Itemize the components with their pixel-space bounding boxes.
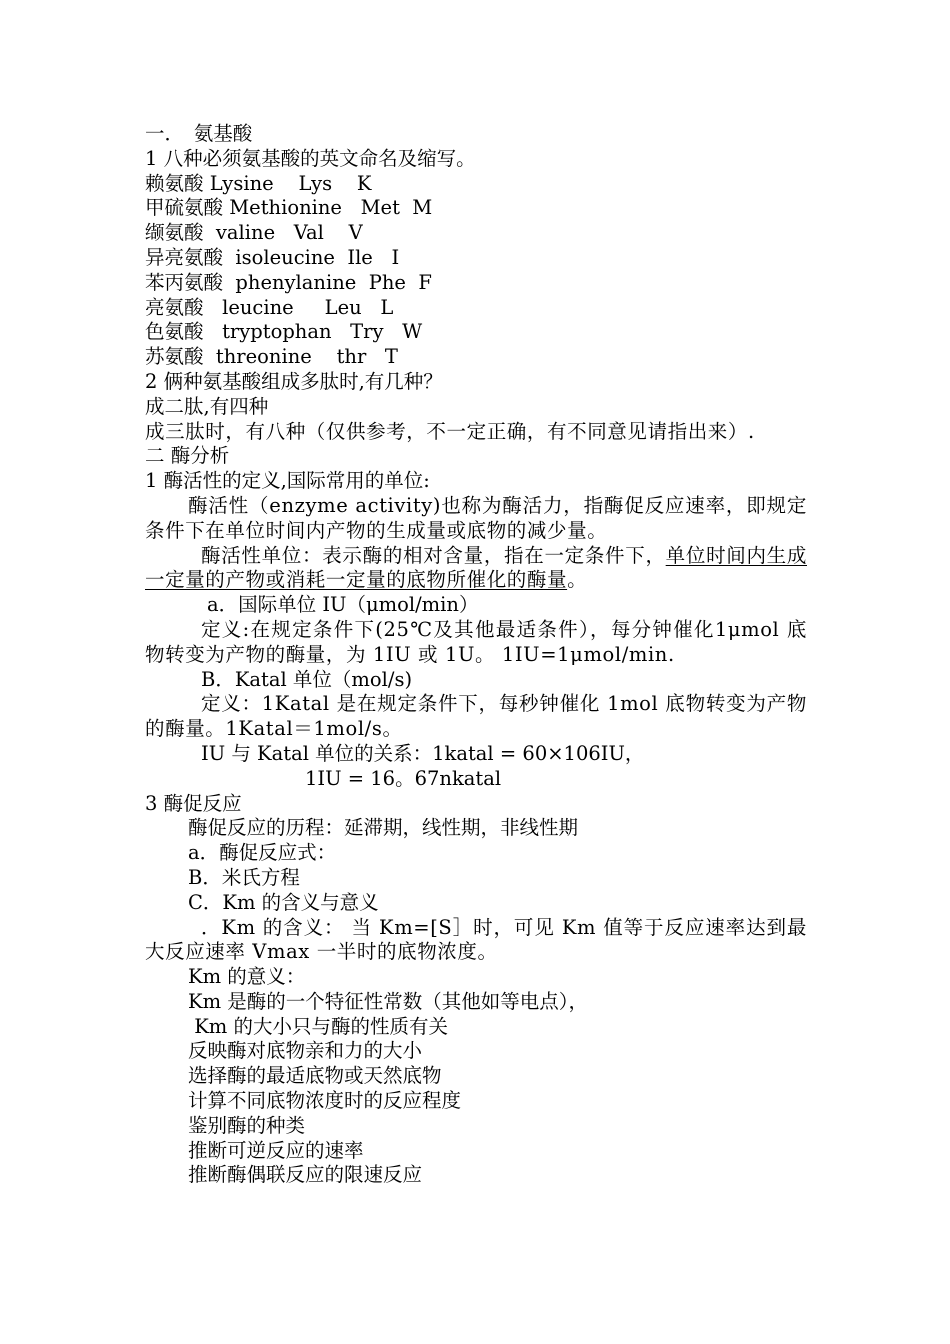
document-body [145, 122, 807, 1188]
km-significance-item: 计算不同底物浓度时的反应程度 [188, 1089, 462, 1113]
km-significance-item: 选择酶的最适底物或天然底物 [188, 1064, 442, 1088]
reaction-process: 酶促反应的历程：延滞期，线性期，非线性期 [188, 816, 579, 840]
section-1-heading: 一． 氨基酸 [145, 122, 253, 145]
amino-acid-line: 赖氨酸 Lysine Lys K [145, 171, 372, 195]
unit-relation-2: 1IU = 16。67nkatal [305, 766, 502, 790]
amino-acid-line: 色氨酸 tryptophan Try W [145, 320, 423, 344]
km-significance-title: Km 的意义： [188, 965, 306, 989]
section-3-heading: 3 酶促反应 [145, 791, 242, 815]
iu-unit-definition: 定义:在规定条件下(25℃及其他最适条件），每分钟催化1μmol 底物转变为产物的酶量，为 1IU 或 1U。 1IU=1μmol/min. [145, 617, 807, 666]
km-significance-item: 反映酶对底物亲和力的大小 [188, 1039, 423, 1063]
answer-tripeptide: 成三肽时，有八种（仅供参考，不一定正确，有不同意见请指出来）. [145, 419, 755, 443]
question-2: 2 俩种氨基酸组成多肽时,有几种？ [145, 369, 443, 393]
km-significance-item: Km 是酶的一个特征性常数（其他如等电点）， [188, 989, 589, 1013]
km-significance-item: 鉴别酶的种类 [188, 1113, 306, 1137]
km-significance-item: Km 的大小只与酶的性质有关 [188, 1014, 448, 1038]
enzyme-activity-unit [145, 544, 807, 594]
unit-text-underlined: 单位时间内生成一定量的产物或消耗一定量的底物所催化的酶量 [145, 543, 807, 592]
unit-relation-1: IU 与 Katal 单位的关系：1katal = 60×106IU， [201, 741, 645, 765]
unit-text-prefix: 酶活性单位：表示酶的相对含量，指在一定条件下， [201, 543, 666, 567]
km-meaning-title: C．Km 的含义与意义 [188, 890, 379, 914]
enzyme-activity-definition: 酶活性（enzyme activity)也称为酶活力，指酶促反应速率，即规定条件下在单位时间内产物的生成量或底物的减少量。 [145, 493, 807, 542]
amino-acid-line: 缬氨酸 valine Val V [145, 221, 363, 245]
reaction-formula: a．酶促反应式： [188, 841, 337, 865]
km-significance-item: 推断可逆反应的速率 [188, 1138, 364, 1162]
michaelis-equation: B．米氏方程 [188, 865, 300, 889]
question-1: 1 八种必须氨基酸的英文命名及缩写。 [145, 146, 476, 170]
answer-dipeptide: 成二肽,有四种 [145, 394, 269, 418]
amino-acid-line: 异亮氨酸 isoleucine Ile I [145, 245, 400, 269]
km-meaning: ．Km 的含义： 当 Km=[S］时，可见 Km 值等于反应速率达到最大反应速率 Vmax 一半时的底物浓度。 [145, 915, 807, 964]
unit-text-suffix: 。 [567, 568, 588, 592]
enzyme-question-1: 1 酶活性的定义,国际常用的单位: [145, 469, 430, 493]
iu-unit-title: a．国际单位 IU（μmol/min） [207, 593, 479, 617]
amino-acid-line: 苏氨酸 threonine thr T [145, 345, 398, 369]
amino-acid-line: 甲硫氨酸 Methionine Met M [145, 196, 433, 220]
amino-acid-line: 亮氨酸 leucine Leu L [145, 295, 394, 319]
amino-acid-line: 苯丙氨酸 phenylanine Phe F [145, 270, 432, 294]
katal-unit-definition: 定义：1Katal 是在规定条件下，每秒钟催化 1mol 底物转变为产物的酶量。1Katal＝1mol/s。 [145, 692, 807, 741]
section-2-heading: 二 酶分析 [145, 444, 230, 468]
katal-unit-title: B．Katal 单位（mol/s) [201, 667, 413, 691]
km-significance-item: 推断酶偶联反应的限速反应 [188, 1163, 423, 1187]
